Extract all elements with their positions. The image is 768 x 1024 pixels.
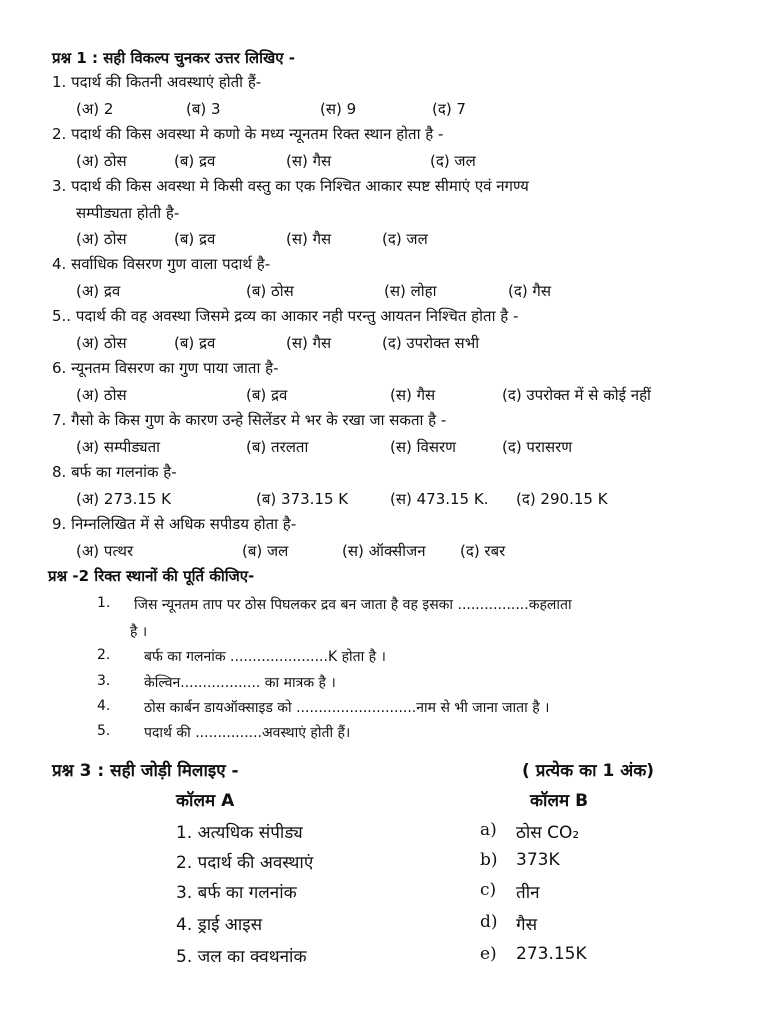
section3-heading: प्रश्न 3 : सही जोड़ी मिलाइए - (52, 761, 239, 781)
q1-option-c: (स) 9 (320, 100, 357, 118)
fill-blank-3-number: 3. (97, 673, 111, 689)
question-5: 5.. पदार्थ की वह अवस्था जिसमे द्रव्य का आकार नही परन्तु आयतन निश्चित होता है - (52, 307, 519, 325)
q5-option-c: (स) गैस (286, 334, 332, 352)
fill-blank-2: बर्फ का गलनांक ......................K होता है । (144, 649, 386, 665)
q8-option-d: (द) 290.15 K (516, 490, 608, 508)
question-9: 9. निम्नलिखित में से अधिक सपीडय होता है- (52, 515, 297, 533)
q2-option-a: (अ) ठोस (76, 152, 127, 170)
q6-option-a: (अ) ठोस (76, 386, 127, 404)
section3-marks: ( प्रत्येक का 1 अंक) (522, 761, 655, 781)
column-a-item-2: 2. पदार्थ की अवस्थाएं (176, 853, 314, 873)
q1-option-b: (ब) 3 (186, 100, 221, 118)
fill-blank-5: पदार्थ की ...............अवस्थाएं होती हैं। (144, 725, 351, 741)
fill-blank-1-number: 1. (97, 595, 111, 611)
q3-option-c: (स) गैस (286, 230, 332, 248)
column-b-letter-c: c) (480, 880, 497, 900)
column-b-letter-e: e) (480, 944, 497, 964)
q7-option-b: (ब) तरलता (246, 438, 309, 456)
column-b-letter-b: b) (480, 850, 498, 870)
fill-blank-4-number: 4. (97, 698, 111, 714)
q2-option-c: (स) गैस (286, 152, 332, 170)
column-b-item-d: गैस (516, 915, 538, 935)
q6-option-b: (ब) द्रव (246, 386, 288, 404)
column-a-item-1: 1. अत्यधिक संपीड्य (176, 823, 303, 843)
fill-blank-1: जिस न्यूनतम ताप पर ठोस पिघलकर द्रव बन जाता है वह इसका ................कहलाता (134, 597, 572, 613)
q5-option-a: (अ) ठोस (76, 334, 127, 352)
column-b-letter-d: d) (480, 912, 498, 932)
q4-option-b: (ब) ठोस (246, 282, 294, 300)
question-1: 1. पदार्थ की कितनी अवस्थाएं होती हैं- (52, 73, 262, 91)
q3-option-d: (द) जल (382, 230, 428, 248)
fill-blank-2-number: 2. (97, 647, 111, 663)
q8-option-b: (ब) 373.15 K (256, 490, 349, 508)
question-8: 8. बर्फ का गलनांक है- (52, 463, 177, 481)
q6-option-c: (स) गैस (390, 386, 436, 404)
column-b-item-e: 273.15K (516, 944, 587, 964)
column-b-item-c: तीन (516, 883, 540, 903)
q4-option-d: (द) गैस (508, 282, 552, 300)
section2-heading: प्रश्न -2 रिक्त स्थानों की पूर्ति कीजिए- (48, 567, 255, 585)
column-a-item-5: 5. जल का क्वथनांक (176, 947, 307, 967)
section1-heading: प्रश्न 1 : सही विकल्प चुनकर उत्तर लिखिए - (52, 49, 295, 67)
q6-option-d: (द) उपरोक्त में से कोई नहीं (502, 386, 651, 404)
q3-option-a: (अ) ठोस (76, 230, 127, 248)
column-a-item-4: 4. ड्राई आइस (176, 915, 263, 935)
question-2: 2. पदार्थ की किस अवस्था मे कणो के मध्य न्यूनतम रिक्त स्थान होता है - (52, 125, 444, 143)
question-6: 6. न्यूनतम विसरण का गुण पाया जाता है- (52, 359, 279, 377)
column-b-title: कॉलम B (530, 791, 589, 811)
fill-blank-4: ठोस कार्बन डायऑक्साइड को ...........................नाम से भी जाना जाता है । (144, 700, 550, 716)
column-b-item-b: 373K (516, 850, 560, 870)
q4-option-c: (स) लोहा (384, 282, 437, 300)
question-3-continued: सम्पीड्यता होती है- (76, 204, 180, 222)
q7-option-a: (अ) सम्पीड्यता (76, 438, 161, 456)
fill-blank-1-continued: है । (130, 624, 148, 640)
q3-option-b: (ब) द्रव (174, 230, 216, 248)
q1-option-d: (द) 7 (432, 100, 466, 118)
column-a-title: कॉलम A (176, 791, 235, 811)
q2-option-d: (द) जल (430, 152, 476, 170)
q9-option-b: (ब) जल (242, 542, 289, 560)
column-b-letter-a: a) (480, 820, 497, 840)
column-b-item-a: ठोस CO₂ (516, 823, 580, 843)
question-4: 4. सर्वाधिक विसरण गुण वाला पदार्थ है- (52, 255, 271, 273)
q5-option-b: (ब) द्रव (174, 334, 216, 352)
q7-option-c: (स) विसरण (390, 438, 456, 456)
q8-option-a: (अ) 273.15 K (76, 490, 172, 508)
q7-option-d: (द) परासरण (502, 438, 573, 456)
column-a-item-3: 3. बर्फ का गलनांक (176, 883, 297, 903)
q5-option-d: (द) उपरोक्त सभी (382, 334, 480, 352)
q8-option-c: (स) 473.15 K. (390, 490, 489, 508)
q9-option-d: (द) रबर (460, 542, 506, 560)
fill-blank-5-number: 5. (97, 723, 111, 739)
question-7: 7. गैसो के किस गुण के कारण उन्हे सिलेंडर मे भर के रखा जा सकता है - (52, 411, 447, 429)
q1-option-a: (अ) 2 (76, 100, 114, 118)
fill-blank-3: केल्विन.................. का मात्रक है । (144, 675, 336, 691)
q9-option-c: (स) ऑक्सीजन (342, 542, 426, 560)
q9-option-a: (अ) पत्थर (76, 542, 134, 560)
q2-option-b: (ब) द्रव (174, 152, 216, 170)
q4-option-a: (अ) द्रव (76, 282, 121, 300)
question-3: 3. पदार्थ की किस अवस्था मे किसी वस्तु का एक निश्चित आकार स्पष्ट सीमाएं एवं नगण्य (52, 177, 529, 195)
